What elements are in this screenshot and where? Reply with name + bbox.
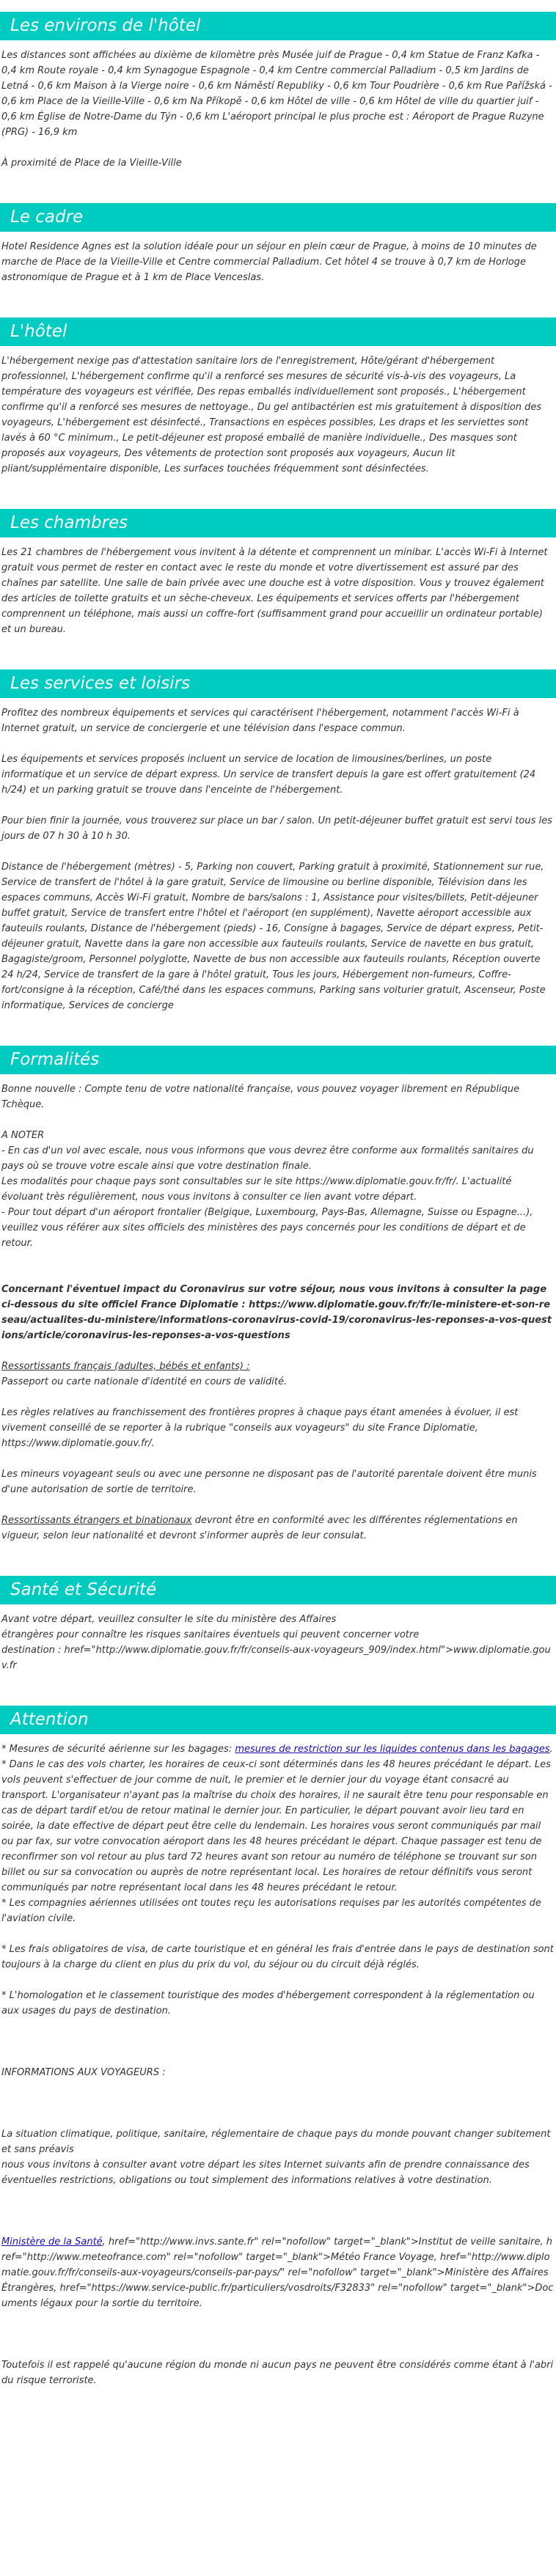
- formalites-note-title: A NOTER: [1, 1130, 45, 1141]
- infos-terror: Toutefois il est rappelé qu'aucune région du monde ni aucun pays ne peuvent être considérés comme étant à l'abri du risque terroriste.: [1, 2360, 554, 2386]
- sante-line-2: étrangères pour connaître les risques sanitaires éventuels qui peuvent concerner votre: [1, 1629, 420, 1640]
- infos-p1a: La situation climatique, politique, sanitaire, réglementaire de chaque pays du monde pouvant changer subitement et sans préavis: [1, 2129, 551, 2155]
- hotel-section: [0, 353, 556, 477]
- infos-links-rest: , href="http://www.invs.sante.fr" rel="nofollow" target="_blank">Institut de veille sanitaire, href="http://www.meteofrance.com" rel="nofollow" target="_blank">Météo France Voyage, href="http://www.diplomatie.gouv.fr/fr/conseils-aux-voyageurs/conseils-par-pays/" rel="nofollow" target="_blank">Ministère des Affaires Étrangères, href="https://www.service-public.fr/particuliers/vosdroits/F32833" rel="nofollow" target="_blank">Documents légaux pour la sortie du territoire.: [1, 2236, 554, 2309]
- sante-section: [0, 1612, 556, 1673]
- environs-proximity: À proximité de Place de la Vieille-Ville: [1, 158, 182, 169]
- sante-line-3: destination : href="http://www.diplomatie.gouv.fr/fr/conseils-aux-voyageurs_909/index.html">www.diplomatie.gouv.fr: [1, 1645, 551, 1671]
- environs-header: Les environs de l'hôtel: [0, 12, 556, 40]
- infos-links: [1, 2234, 555, 2311]
- cadre-header: Le cadre: [0, 203, 556, 232]
- formalites-note-3: - Pour tout départ d'un aéroport frontalier (Belgique, Luxembourg, Pays-Bas, Allemagne, Suisse ou Espagne...), veuillez vous référer aux sites officiels des ministères des pays concernés pour les conditions de départ et de retour.: [1, 1207, 533, 1249]
- formalites-note-2: Les modalités pour chaque pays sont consultables sur le site https://www.diplomatie.gouv.fr/fr/. L'actualité évoluant très régulièrement, nous vous invitons à consulter ce lien avant votre départ.: [1, 1176, 512, 1203]
- liquids-restriction-link[interactable]: mesures de restriction sur les liquides contenus dans les bagages: [235, 1744, 550, 1755]
- formalites-header: Formalités: [0, 1046, 556, 1074]
- services-header: Les services et loisirs: [0, 669, 556, 698]
- sante-line-1: Avant votre départ, veuillez consulter le site du ministère des Affaires: [1, 1614, 337, 1625]
- attention-section: [0, 1742, 556, 2388]
- services-p1: Profitez des nombreux équipements et services qui caractérisent l'hébergement, notamment l'accès Wi-Fi à Internet gratuit, un service de conciergerie et une télévision dans l'espace commun.: [1, 708, 519, 734]
- formalites-res-fr-title: Ressortissants français (adultes, bébés et enfants) :: [1, 1361, 250, 1372]
- formalites-intro: Bonne nouvelle : Compte tenu de votre nationalité française, vous pouvez voyager librement en République Tchèque.: [1, 1084, 520, 1110]
- formalites-note-1: - En cas d'un vol avec escale, nous vous informons que vous devrez être conforme aux formalités sanitaires du pays où se trouve votre escale ainsi que votre destination finale.: [1, 1145, 534, 1172]
- formalites-res-etr: [1, 1513, 555, 1544]
- services-p2: Les équipements et services proposés incluent un service de location de limousines/berlines, un poste informatique et un service de départ express. Un service de transfert depuis la gare est offert gratuitement (24 h/24) et un parking gratuit se trouve dans l'enceinte de l'hébergement.: [1, 754, 536, 796]
- attention-flights: * Dans le cas des vols charter, les horaires de ceux-ci sont déterminés dans les 48 heures précédant le départ. Les vols peuvent s'effectuer de jour comme de nuit, le premier et le dernier jour du voyage étant consacré au transport. L'organisateur n'ayant pas la maîtrise du choix des horaires, il ne saurait être tenu pour responsable en cas de départ tardif et/ou de retour matinal le dernier jour. En particulier, le départ pouvant avoir lieu tard en soirée, la date effective de départ peut être celle du lendemain. Les horaires vous seront communiqués par mail ou par fax, sur votre convocation aéroport dans les 48 heures précédant le départ. Chaque passager est tenu de reconfirmer son vol retour au plus tard 72 heures avant son retour au numéro de téléphone se trouvant sur son billet ou sur sa convocation ou auprès de notre représentant local. Les horaires de retour définitifs vous seront communiqués par notre représentant local dans les 48 heures précédant le retour.: [1, 1759, 551, 1893]
- attention-classification: * L'homologation et le classement touristique des modes d'hébergement correspondent à la réglementation ou aux usages du pays de destination.: [1, 1990, 535, 2017]
- hotel-header: L'hôtel: [0, 318, 556, 346]
- formalites-rules: Les règles relatives au franchissement des frontières propres à chaque pays étant amenées à évoluer, il est vivement conseillé de se reporter à la rubrique "conseils aux voyageurs" du site France Diplomatie, https://www.diplomatie.gouv.fr/.: [1, 1407, 519, 1449]
- cadre-section: [0, 239, 556, 285]
- chambres-text: Les 21 chambres de l'hébergement vous invitent à la détente et comprennent un minibar. L'accès Wi-Fi à Internet gratuit vous permet de rester en contact avec le reste du monde et votre divertissement est assuré par des chaînes par satellite. Une salle de bain privée avec une douche est à votre disposition. Vous y trouvez également des articles de toilette gratuits et un sèche-cheveux. Les équipements et services offerts par l'hébergement comprennent un téléphone, mais aussi un coffre-fort (suffisamment grand pour accueillir un ordinateur portable) et un bureau.: [1, 547, 548, 635]
- services-p3: Pour bien finir la journée, vous trouverez sur place un bar / salon. Un petit-déjeuner buffet gratuit est servi tous les jours de 07 h 30 à 10 h 30.: [1, 815, 552, 842]
- ministere-sante-link[interactable]: Ministère de la Santé: [1, 2236, 103, 2247]
- attention-header: Attention: [0, 1706, 556, 1734]
- attention-bagages-suffix: .: [549, 1744, 553, 1755]
- formalites-res-etr-text: devront être en conformité avec les différentes réglementations en vigueur, selon leur nationalité et devront s'informer auprès de leur consulat.: [1, 1515, 518, 1541]
- attention-airlines: * Les compagnies aériennes utilisées ont toutes reçu les autorisations requises par les autorités compétentes de l'aviation civile.: [1, 1898, 541, 1924]
- services-section: [0, 705, 556, 1013]
- sante-header: Santé et Sécurité: [0, 1576, 556, 1604]
- chambres-section: [0, 545, 556, 637]
- formalites-covid: Concernant l'éventuel impact du Coronavirus sur votre séjour, nous vous invitons à consulter la page ci-dessous du site officiel France Diplomatie : https://www.diplomatie.gouv.fr/fr/le-ministere-et-son-reseau/actualites-du-ministere/informations-coronavirus-covid-19/coronavirus-les-reponses-a-vos-questions/article/coronavirus-les-reponses-a-vos-questions: [1, 1284, 552, 1341]
- infos-p1b: nous vous invitons à consulter avant votre départ les sites Internet suivants afin de prendre connaissance des éventuelles restrictions, obligations ou tout simplement des informations relatives à votre destination.: [1, 2159, 530, 2186]
- attention-bagages-prefix: * Mesures de sécurité aérienne sur les bagages:: [1, 1744, 235, 1755]
- chambres-header: Les chambres: [0, 509, 556, 537]
- environs-distances: Les distances sont affichées au dixième de kilomètre près Musée juif de Prague - 0,4 km Statue de Franz Kafka - 0,4 km Route royale - 0,4 km Synagogue Espagnole - 0,4 km Centre commercial Palladium - 0,5 km Jardins de Letná - 0,6 km Maison à la Vierge noire - 0,6 km Náměstí Republiky - 0,6 km Tour Poudrière - 0,6 km Rue Pařížská - 0,6 km Place de la Vieille-Ville - 0,6 km Na Příkopě - 0,6 km Hôtel de ville - 0,6 km Hôtel de ville du quartier juif - 0,6 km Église de Notre-Dame du Týn - 0,6 km L'aéroport principal le plus proche est : Aéroport de Prague Ruzyne (PRG) - 16,9 km: [1, 50, 552, 138]
- hotel-text: L'hébergement nexige pas d'attestation sanitaire lors de l'enregistrement, Hôte/gérant d'hébergement professionnel, L'hébergement confirme qu'il a renforcé ses mesures de sécurité vis-à-vis des voyageurs, La température des voyageurs est vérifiée, Des repas emballés individuellement sont proposés., L'hébergement confirme qu'il a renforcé ses mesures de nettoyage., Du gel antibactérien est mis gratuitement à disposition des voyageurs, L'hébergement est désinfecté., Transactions en espèces possibles, Les draps et les serviettes sont lavés à 60 °C minimum., Le petit-déjeuner est proposé emballé de manière individuelle., Des masques sont proposés aux voyageurs, Des vêtements de protection sont proposés aux voyageurs, Aucun lit pliant/supplémentaire disponible, Les surfaces touchées fréquemment sont désinfectées.: [1, 356, 542, 474]
- cadre-text: Hotel Residence Agnes est la solution idéale pour un séjour en plein cœur de Prague, à moins de 10 minutes de marche de Place de la Vieille-Ville et Centre commercial Palladium. Cet hôtel 4 se trouve à 0,7 km de Horloge astronomique de Prague et à 1 km de Place Venceslas.: [1, 241, 537, 283]
- formalites-res-etr-title: Ressortissants étrangers et binationaux: [1, 1515, 192, 1526]
- formalites-minors: Les mineurs voyageant seuls ou avec une personne ne disposant pas de l'autorité parentale doivent être munis d'une autorisation de sortie de territoire.: [1, 1469, 537, 1495]
- attention-fees: * Les frais obligatoires de visa, de carte touristique et en général les frais d'entrée dans le pays de destination sont toujours à la charge du client en plus du prix du vol, du séjour ou du circuit déjà réglés.: [1, 1944, 554, 1970]
- attention-bagages: [1, 1742, 555, 1757]
- infos-title: INFORMATIONS AUX VOYAGEURS :: [1, 2067, 166, 2078]
- formalites-res-fr-text: Passeport ou carte nationale d'identité en cours de validité.: [1, 1376, 288, 1387]
- environs-section: [0, 48, 556, 171]
- services-p4: Distance de l'hébergement (mètres) - 5, Parking non couvert, Parking gratuit à proximité, Stationnement sur rue, Service de transfert de l'hôtel à la gare gratuit, Service de limousine ou berline disponible, Télévision dans les espaces communs, Accès Wi-Fi gratuit, Nombre de bars/salons : 1, Assistance pour visites/billets, Petit-déjeuner buffet gratuit, Service de transfert entre l'hôtel et l'aéroport (en supplément), Navette aéroport accessible aux fauteuils roulants, Distance de l'hébergement (pieds) - 16, Consigne à bagages, Service de départ express, Petit-déjeuner gratuit, Navette dans la gare non accessible aux fauteuils roulants, Service de navette en bus gratuit, Bagagiste/groom, Personnel polyglotte, Navette de bus non accessible aux fauteuils roulants, Réception ouverte 24 h/24, Service de transfert de la gare à l'hôtel gratuit, Tous les jours, Hébergement non-fumeurs, Coffre-fort/consigne à la réception, Café/thé dans les espaces communs, Parking sans voiturier gratuit, Ascenseur, Poste informatique, Services de concierge: [1, 862, 546, 1011]
- formalites-section: [0, 1082, 556, 1544]
